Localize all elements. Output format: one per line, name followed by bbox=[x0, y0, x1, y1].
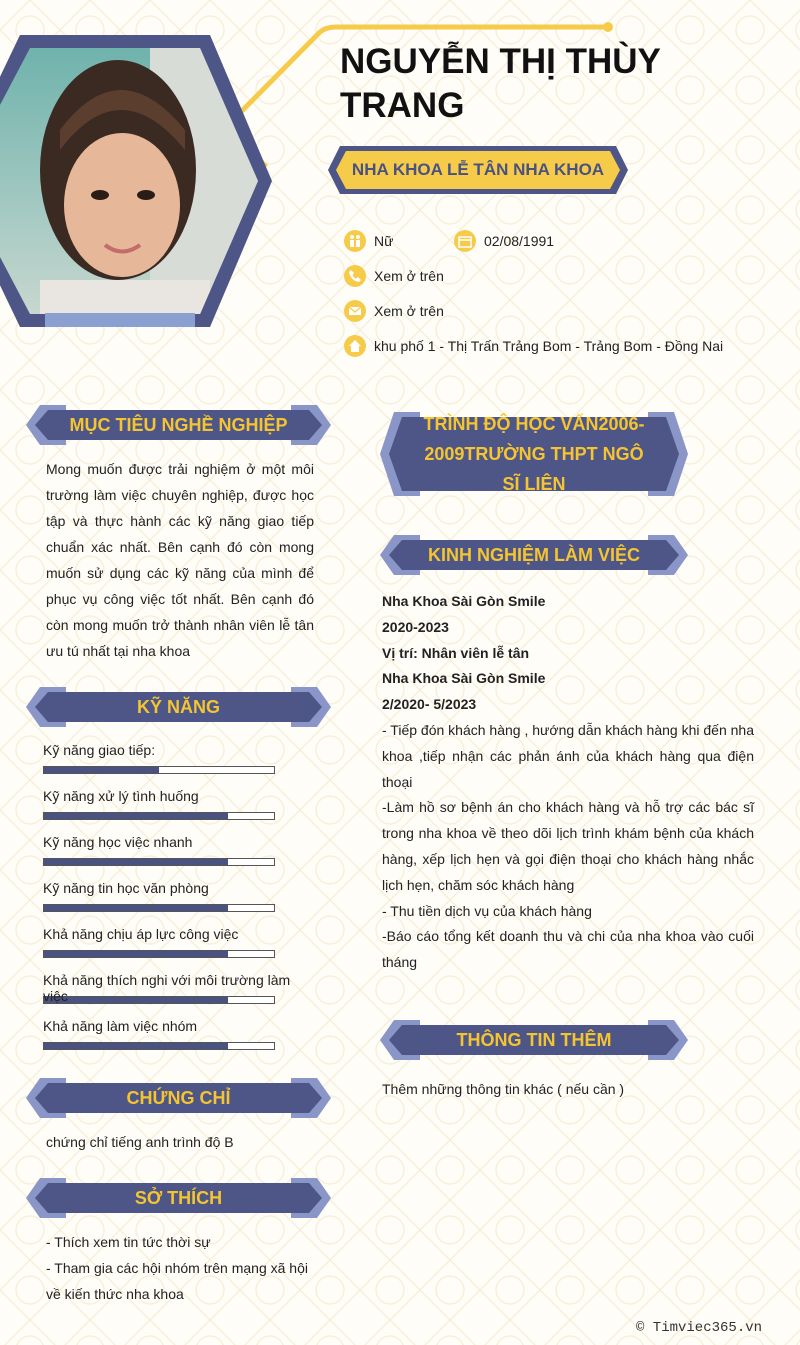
skill-level-fill bbox=[44, 1043, 228, 1049]
avatar bbox=[0, 30, 275, 332]
hobbies-line-2: - Tham gia các hội nhóm trên mạng xã hội về kiến thức nha khoa bbox=[46, 1260, 308, 1302]
email-icon bbox=[344, 300, 366, 322]
skill-level-bar bbox=[43, 904, 275, 912]
footer-copyright[interactable]: © Timviec365.vn bbox=[636, 1320, 763, 1336]
skill-item bbox=[43, 926, 318, 958]
education-banner bbox=[380, 412, 688, 496]
experience-period-2: 2/2020- 5/2023 bbox=[382, 696, 477, 713]
skill-item bbox=[43, 788, 318, 820]
extra-title: THÔNG TIN THÊM bbox=[456, 1030, 612, 1050]
objective-text: Mong muốn được trải nghiệm ở một môi trường làm việc chuyên nghiệp, được học tập và thực hành các kỹ năng giao tiếp chuẩn xác nhất. Bên cạnh đó còn mong muốn sử dụng các kỹ năng của mình để phục vụ công việc tốt nhất. Bên cạnh đó còn mong muốn trở thành nhân viên lễ tân ưu tú nhất tại nha khoa bbox=[46, 461, 314, 659]
skill-level-bar bbox=[43, 996, 275, 1004]
skill-name: Kỹ năng học việc nhanh bbox=[43, 834, 193, 850]
experience-period: 2020-2023 bbox=[382, 618, 449, 635]
education-title: TRÌNH ĐỘ HỌC VẤN2006-2009TRƯỜNG THPT NGÔ SĨ LIÊN bbox=[423, 414, 645, 494]
phone-icon bbox=[344, 265, 366, 287]
experience-title: KINH NGHIỆM LÀM VIỆC bbox=[427, 545, 640, 565]
contact-email bbox=[344, 300, 444, 322]
certificates-text: chứng chỉ tiếng anh trình độ B bbox=[46, 1134, 234, 1150]
skill-level-fill bbox=[44, 767, 159, 773]
contact-address bbox=[344, 335, 723, 357]
skill-name: Khả năng làm việc nhóm bbox=[43, 1018, 198, 1034]
contact-birthdate bbox=[454, 230, 554, 252]
phone-value: Xem ở trên bbox=[374, 268, 444, 284]
skill-item bbox=[43, 742, 318, 774]
experience-company: Nha Khoa Sài Gòn Smile bbox=[382, 593, 546, 609]
skill-name: Kỹ năng tin học văn phòng bbox=[43, 880, 209, 896]
skill-level-bar bbox=[43, 766, 275, 774]
calendar-icon bbox=[454, 230, 476, 252]
birthdate-value: 02/08/1991 bbox=[484, 233, 555, 249]
home-icon bbox=[344, 335, 366, 357]
skill-level-fill bbox=[44, 951, 228, 957]
skill-name: Khả năng chịu áp lực công việc bbox=[43, 926, 239, 942]
contact-phone bbox=[344, 265, 444, 287]
experience-duty-4: -Báo cáo tổng kết doanh thu và chi của nha khoa vào cuối tháng bbox=[382, 928, 754, 971]
skill-level-bar bbox=[43, 812, 275, 820]
skills-banner bbox=[26, 687, 331, 727]
extra-text: Thêm những thông tin khác ( nếu cần ) bbox=[382, 1081, 625, 1097]
gender-value: Nữ bbox=[374, 233, 394, 249]
extra-banner bbox=[380, 1020, 688, 1060]
experience-duty-1: - Tiếp đón khách hàng , hướng dẫn khách hàng khi đến nha khoa ,tiếp nhận các phản ánh của khách hàng qua điện thoại bbox=[382, 721, 754, 790]
skill-level-fill bbox=[44, 859, 228, 865]
skill-name: Kỹ năng xử lý tình huống bbox=[43, 788, 199, 804]
skill-name: Kỹ năng giao tiếp: bbox=[43, 742, 156, 758]
contact-gender bbox=[344, 230, 393, 252]
skill-level-bar bbox=[43, 950, 275, 958]
experience-company-2: Nha Khoa Sài Gòn Smile bbox=[382, 670, 546, 687]
hobbies-title: SỞ THÍCH bbox=[134, 1188, 223, 1208]
skill-item bbox=[43, 834, 318, 866]
certificates-title: CHỨNG CHỈ bbox=[126, 1088, 231, 1108]
skill-level-fill bbox=[44, 905, 228, 911]
hobbies-banner bbox=[26, 1178, 331, 1218]
skill-item bbox=[43, 880, 318, 912]
position-title: NHA KHOA LỄ TÂN NHA KHOA bbox=[351, 160, 605, 179]
skills-title: KỸ NĂNG bbox=[136, 697, 220, 717]
address-value: khu phố 1 - Thị Trấn Trảng Bom - Trảng Bom - Đồng Nai bbox=[374, 338, 724, 354]
skill-level-bar bbox=[43, 858, 275, 866]
experience-duty-3: - Thu tiền dịch vụ của khách hàng bbox=[382, 902, 592, 919]
experience-banner bbox=[380, 535, 688, 575]
skill-level-fill bbox=[44, 997, 228, 1003]
position-banner bbox=[328, 142, 628, 198]
certificates-banner bbox=[26, 1078, 331, 1118]
objective-title: MỤC TIÊU NGHỀ NGHIỆP bbox=[69, 415, 288, 435]
experience-role: Vị trí: Nhân viên lễ tân bbox=[382, 644, 530, 661]
skill-level-bar bbox=[43, 1042, 275, 1050]
gender-icon bbox=[344, 230, 366, 252]
hobbies-line-1: - Thích xem tin tức thời sự bbox=[46, 1234, 211, 1250]
objective-banner bbox=[26, 405, 331, 445]
experience-content bbox=[382, 589, 754, 976]
email-value: Xem ở trên bbox=[374, 303, 444, 319]
skill-item bbox=[43, 1018, 318, 1050]
experience-duty-2: -Làm hồ sơ bệnh án cho khách hàng và hỗ trợ các bác sĩ trong nha khoa về theo dõi lịch trình khám bệnh của khách hàng, xếp lịch hẹn và gọi điện thoại cho khách hàng nhắc lịch hẹn, chăm sóc khách hàng bbox=[382, 799, 754, 893]
skill-item bbox=[43, 972, 318, 1004]
skill-name: Khả năng thích nghi với môi trường làm việc bbox=[43, 972, 291, 1004]
skill-level-fill bbox=[44, 813, 228, 819]
candidate-name: NGUYỄN THỊ THÙY TRANG bbox=[340, 42, 661, 125]
